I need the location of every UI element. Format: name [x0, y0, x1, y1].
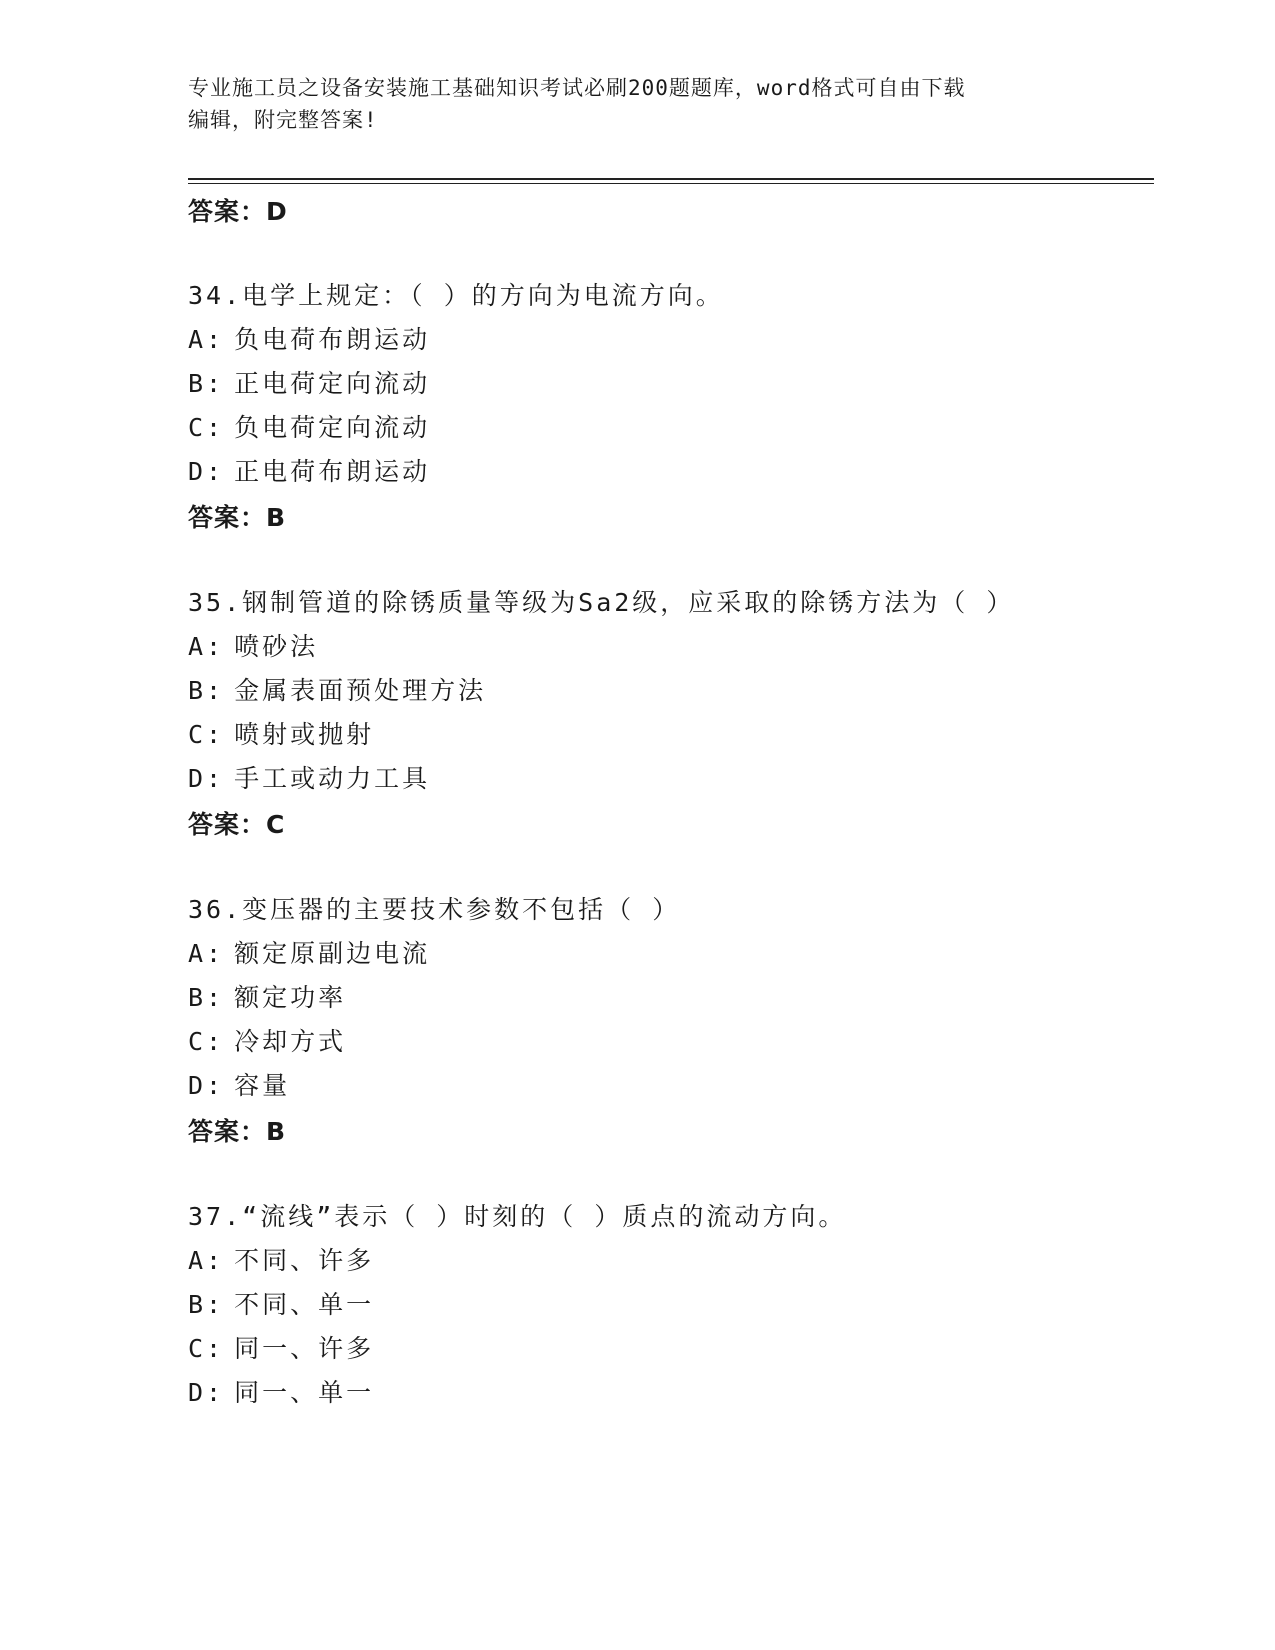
option-text: 负电荷布朗运动 — [234, 325, 431, 354]
option-text: 同一、单一 — [234, 1378, 375, 1407]
option-text: 金属表面预处理方法 — [234, 676, 487, 705]
header-line-2: 编辑，附完整答案! — [188, 108, 378, 132]
option-text: 冷却方式 — [234, 1027, 347, 1056]
option-label: B: — [188, 983, 225, 1012]
option-text: 不同、许多 — [234, 1246, 375, 1275]
option-36-d — [188, 1066, 290, 1102]
question-37: 37.“流线”表示（ ）时刻的（ ）质点的流动方向。 — [188, 1202, 847, 1231]
option-text: 不同、单一 — [234, 1290, 375, 1319]
option-label: D: — [188, 457, 225, 486]
document-header — [188, 72, 1088, 136]
option-label: D: — [188, 1378, 225, 1407]
answer-prev: 答案：D — [188, 197, 288, 226]
question-36: 36.变压器的主要技术参数不包括（ ） — [188, 895, 681, 924]
option-text: 额定功率 — [234, 983, 347, 1012]
option-label: C: — [188, 413, 225, 442]
option-37-b — [188, 1285, 374, 1321]
option-34-d — [188, 452, 430, 488]
header-divider-thin — [188, 183, 1154, 184]
option-text: 额定原副边电流 — [234, 939, 431, 968]
option-text: 正电荷布朗运动 — [234, 457, 431, 486]
option-34-a — [188, 320, 430, 356]
option-text: 同一、许多 — [234, 1334, 375, 1363]
option-label: B: — [188, 1290, 225, 1319]
option-text: 喷砂法 — [234, 632, 319, 661]
option-36-a — [188, 934, 430, 970]
option-label: A: — [188, 325, 225, 354]
option-35-d — [188, 759, 430, 795]
question-35: 35.钢制管道的除锈质量等级为Sa2级，应采取的除锈方法为（ ） — [188, 588, 1015, 617]
option-37-c — [188, 1329, 374, 1365]
option-text: 喷射或抛射 — [234, 720, 375, 749]
option-label: B: — [188, 369, 225, 398]
option-37-a — [188, 1241, 374, 1277]
option-text: 容量 — [234, 1071, 291, 1100]
option-34-c — [188, 408, 430, 444]
option-label: D: — [188, 1071, 225, 1100]
header-divider-thick — [188, 178, 1154, 180]
answer-35: 答案：C — [188, 810, 286, 839]
option-label: C: — [188, 1027, 225, 1056]
option-label: A: — [188, 939, 225, 968]
option-text: 手工或动力工具 — [234, 764, 431, 793]
answer-34: 答案：B — [188, 503, 287, 532]
option-34-b — [188, 364, 430, 400]
option-35-a — [188, 627, 318, 663]
option-label: D: — [188, 764, 225, 793]
option-37-d — [188, 1373, 374, 1409]
option-label: C: — [188, 1334, 225, 1363]
option-label: A: — [188, 632, 225, 661]
answer-36: 答案：B — [188, 1117, 287, 1146]
option-36-c — [188, 1022, 346, 1058]
question-34: 34.电学上规定：（ ）的方向为电流方向。 — [188, 281, 724, 310]
option-35-b — [188, 671, 486, 707]
option-text: 正电荷定向流动 — [234, 369, 431, 398]
option-35-c — [188, 715, 374, 751]
option-label: A: — [188, 1246, 225, 1275]
option-text: 负电荷定向流动 — [234, 413, 431, 442]
option-label: B: — [188, 676, 225, 705]
option-label: C: — [188, 720, 225, 749]
header-line-1: 专业施工员之设备安装施工基础知识考试必刷200题题库，word格式可自由下载 — [188, 76, 966, 100]
option-36-b — [188, 978, 346, 1014]
